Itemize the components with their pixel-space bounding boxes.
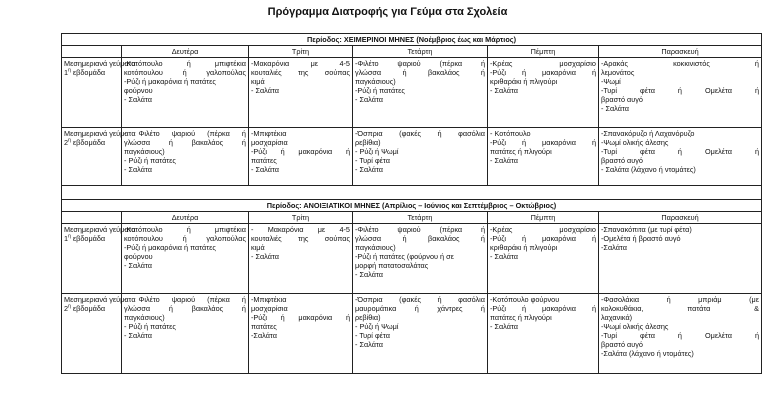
- meal-cell: [122, 224, 249, 294]
- meal-line: μορφή πατατοσαλάτας: [355, 261, 429, 270]
- meal-cell: [599, 224, 762, 294]
- meal-line: -Σαλάτα: [601, 243, 627, 252]
- week-word: εβδομάδα: [72, 234, 106, 243]
- meal-line: βραστό αυγό: [601, 156, 643, 165]
- meal-line: - Σαλάτα: [490, 322, 518, 331]
- meal-line: κουταλιές της σούπας: [251, 68, 350, 77]
- week-label-cell: [62, 128, 136, 186]
- meal-line: - Ρύζι ή πατάτες: [124, 156, 176, 165]
- meal-line: βραστό αυγό: [601, 95, 643, 104]
- meal-line: -Ψωμί: [601, 77, 621, 86]
- meal-line: μοσχαρίσια: [251, 304, 288, 313]
- meal-line: -Κοτόπουλο φούρνου: [490, 295, 560, 304]
- meal-line: γλώσσα ή βακαλάος ή: [355, 234, 485, 243]
- meal-line: λεμονάτος: [601, 68, 635, 77]
- meal-line: -Αρακάς κοκκινιστός ή: [601, 59, 759, 68]
- meal-cell: [249, 294, 353, 374]
- week-word: εβδομάδα: [72, 304, 106, 313]
- meal-line: πατάτες: [251, 156, 277, 165]
- week-label-cell: [62, 294, 136, 374]
- meal-cell: [488, 224, 599, 294]
- meal-line: - Σαλάτα: [355, 270, 383, 279]
- period-heading: Περίοδος: ΑΝΟΙΞΙΑΤΙΚΟΙ ΜΗΝΕΣ (Απρίλιος – Ιούνιος και Σεπτέμβριος – Οκτώβριος): [62, 200, 762, 212]
- meal-line: - Σαλάτα: [124, 331, 152, 340]
- meal-line: - Τυρί φέτα: [355, 156, 390, 165]
- week-ordinal: η: [68, 233, 71, 240]
- meal-line: -Όσπρια (φακές ή φασόλια: [355, 295, 485, 304]
- week-label: [64, 68, 119, 77]
- week-label: [64, 304, 119, 313]
- day-header: Τρίτη: [249, 46, 353, 58]
- meal-line: - Σαλάτα: [490, 156, 518, 165]
- meal-line: -Ψωμί ολικής άλεσης: [601, 322, 669, 331]
- week-label: [64, 138, 119, 147]
- week-number: 1: [64, 68, 69, 77]
- week-number: 2: [64, 304, 69, 313]
- week-number: 1: [64, 234, 69, 243]
- meal-line: -Σπανακόρυζο ή Λαχανόρυζο: [601, 129, 695, 138]
- week-row: [62, 224, 762, 294]
- meal-cell: [353, 224, 488, 294]
- period-heading: Περίοδος: ΧΕΙΜΕΡΙΝΟΙ ΜΗΝΕΣ (Νοέμβριος έως και Μάρτιος): [62, 34, 762, 46]
- meal-cell: [122, 294, 249, 374]
- week-label: [64, 234, 119, 243]
- meal-line: -Μπιφτέκια: [251, 129, 287, 138]
- day-header: Παρασκευή: [599, 212, 762, 224]
- meal-line: -Ψωμί ολικής άλεσης: [601, 138, 669, 147]
- meal-line: -Φιλέτο ψαριού (πέρκα ή: [355, 59, 485, 68]
- meal-line: κριθαράκι ή πλιγούρι: [490, 77, 558, 86]
- meal-line: κουταλιές της σούπας: [251, 234, 350, 243]
- meal-line: -Φιλέτο ψαριού (πέρκα ή: [355, 225, 485, 234]
- meal-cell: [488, 294, 599, 374]
- week-row: [62, 294, 762, 374]
- week-label-cell: [62, 224, 136, 294]
- meal-line: - Σαλάτα: [490, 252, 518, 261]
- week-word: εβδομάδα: [72, 68, 106, 77]
- meal-line: -Σαλάτα: [251, 331, 277, 340]
- day-header-row: [62, 212, 762, 224]
- meals-label: Μεσημεριανά γεύματα: [64, 129, 136, 138]
- meal-line: κολοκυθάκια, πατάτα &: [601, 304, 759, 313]
- meal-line: -Ρύζι ή μακαρόνια ή πατάτες: [124, 243, 216, 252]
- week-word: εβδομάδα: [72, 138, 106, 147]
- meal-line: -Ρύζι ή μακαρόνια ή: [251, 313, 350, 322]
- meal-line: - Σαλάτα: [124, 165, 152, 174]
- corner-cell: [62, 46, 122, 58]
- week-ordinal: η: [68, 137, 71, 144]
- meal-line: -Σαλάτα (λάχανο ή ντομάτες): [601, 349, 694, 358]
- period-heading-row: [62, 34, 762, 46]
- corner-cell: [62, 212, 122, 224]
- meal-line: - Ρύζι ή Ψωμί: [355, 147, 399, 156]
- day-header: Παρασκευή: [599, 46, 762, 58]
- meal-line: -Κρέας μοσχαρίσιο: [490, 225, 596, 234]
- meal-line: - Σαλάτα: [355, 95, 383, 104]
- meal-cell: [353, 128, 488, 186]
- meal-line: πατάτες ή πλιγούρι: [490, 313, 552, 322]
- meal-line: παγκάσιους): [355, 77, 396, 86]
- separator-cell: [62, 186, 762, 200]
- meal-line: φούρνου: [124, 252, 153, 261]
- meal-line: λαχανικά): [601, 313, 633, 322]
- meal-schedule-table: [61, 33, 762, 374]
- meal-line: γλώσσα ή βακαλάος ή: [124, 304, 246, 313]
- meal-line: - Τυρί φέτα: [355, 331, 390, 340]
- meal-line: - Σαλάτα: [251, 86, 279, 95]
- meal-line: μοσχαρίσια: [251, 138, 288, 147]
- week-label-cell: [62, 58, 136, 128]
- meal-line: -Σπανακόπιτα (με τυρί φέτα): [601, 225, 692, 234]
- meal-line: παγκάσιους): [355, 243, 396, 252]
- meal-line: φούρνου: [124, 86, 153, 95]
- week-row: [62, 128, 762, 186]
- meal-line: κιμά: [251, 77, 265, 86]
- day-header: Δευτέρα: [122, 46, 249, 58]
- meal-line: κοτόπουλου ή γαλοπούλας: [124, 68, 246, 77]
- day-header: Τετάρτη: [353, 46, 488, 58]
- meal-line: παγκάσιους): [124, 313, 165, 322]
- meal-cell: [249, 128, 353, 186]
- meal-line: -Ρύζι ή μακαρόνια ή: [490, 234, 596, 243]
- meal-line: -Μπιφτέκια: [251, 295, 287, 304]
- day-header: Πέμπτη: [488, 46, 599, 58]
- meal-line: -Φασολάκια ή μπριάμ (με: [601, 295, 759, 304]
- meal-line: -Ρύζι ή μακαρόνια ή: [490, 138, 596, 147]
- meal-line: - Σαλάτα: [251, 165, 279, 174]
- day-header: Δευτέρα: [122, 212, 249, 224]
- meal-cell: [249, 58, 353, 128]
- meal-line: - Ρύζι ή Ψωμί: [355, 322, 399, 331]
- meal-line: -Ρύζι ή μακαρόνια ή: [251, 147, 350, 156]
- meal-line: - Μακαρόνια με 4-5: [251, 225, 350, 234]
- meal-line: - Κοτόπουλο: [490, 129, 531, 138]
- meal-line: -Όσπρια (φακές ή φασόλια: [355, 129, 485, 138]
- week-row: [62, 58, 762, 128]
- meal-cell: [599, 128, 762, 186]
- meal-line: -Ρύζι ή μακαρόνια ή πατάτες: [124, 77, 216, 86]
- meal-line: -Μακαρόνια με 4-5: [251, 59, 350, 68]
- meal-line: κριθαράκι ή πλιγούρι: [490, 243, 558, 252]
- meal-cell: [249, 224, 353, 294]
- meal-line: -Ρύζι ή πατάτες: [355, 86, 405, 95]
- day-header: Πέμπτη: [488, 212, 599, 224]
- meal-line: - Σαλάτα: [251, 252, 279, 261]
- meals-label: Μεσημεριανά γεύματα: [64, 295, 136, 304]
- day-header-row: [62, 46, 762, 58]
- meal-line: -Κρέας μοσχαρίσιο: [490, 59, 596, 68]
- meal-line: - Ρύζι ή πατάτες: [124, 322, 176, 331]
- meal-line: κιμά: [251, 243, 265, 252]
- document-title: Πρόγραμμα Διατροφής για Γεύμα στα Σχολεία: [267, 6, 508, 18]
- meal-line: - Σαλάτα: [355, 340, 383, 349]
- meal-line: γλώσσα ή βακαλάος ή: [355, 68, 485, 77]
- meal-line: βραστό αυγό: [601, 340, 643, 349]
- meal-cell: [488, 58, 599, 128]
- meal-line: - Σαλάτα: [124, 261, 152, 270]
- meal-cell: [353, 294, 488, 374]
- meal-line: -Τυρί φέτα ή Ομελέτα ή: [601, 86, 759, 95]
- meal-line: - Σαλάτα: [124, 95, 152, 104]
- meal-line: παγκάσιους): [124, 147, 165, 156]
- meal-line: -Ρύζι ή μακαρόνια ή: [490, 68, 596, 77]
- meal-line: -Τυρί φέτα ή Ομελέτα ή: [601, 147, 759, 156]
- meal-line: -Κοτόπουλο ή μπιφτέκια: [124, 59, 246, 68]
- meal-line: - Σαλάτα: [490, 86, 518, 95]
- meal-cell: [488, 128, 599, 186]
- meal-line: ρεβίθια): [355, 313, 381, 322]
- meal-line: -Κοτόπουλο ή μπιφτέκια: [124, 225, 246, 234]
- meal-line: πατάτες: [251, 322, 277, 331]
- meal-line: γλώσσα ή βακαλάος ή: [124, 138, 246, 147]
- day-header: Τετάρτη: [353, 212, 488, 224]
- day-header: Τρίτη: [249, 212, 353, 224]
- meal-line: -Ρύζι ή πατάτες (φούρνου ή σε: [355, 252, 454, 261]
- meal-line: - Σαλάτα: [355, 165, 383, 174]
- meal-cell: [599, 294, 762, 374]
- meal-cell: [122, 128, 249, 186]
- period-heading-row: [62, 200, 762, 212]
- meal-line: μαυρομάτικα ή χάντρες ή: [355, 304, 485, 313]
- period-separator-row: [62, 186, 762, 200]
- meal-line: πατάτες ή πλιγούρι: [490, 147, 552, 156]
- meal-line: κοτόπουλου ή γαλοπούλας: [124, 234, 246, 243]
- week-number: 2: [64, 138, 69, 147]
- meal-line: -Ρύζι ή μακαρόνια ή: [490, 304, 596, 313]
- meal-cell: [599, 58, 762, 128]
- meal-line: -Τυρί φέτα ή Ομελέτα ή: [601, 331, 759, 340]
- meal-line: - Σαλάτα: [601, 104, 629, 113]
- meal-cell: [353, 58, 488, 128]
- week-ordinal: η: [68, 303, 71, 310]
- week-ordinal: η: [68, 67, 71, 74]
- meal-line: -Ομελέτα ή βραστό αυγό: [601, 234, 681, 243]
- meal-cell: [122, 58, 249, 128]
- meal-line: - Σαλάτα (λάχανο ή ντομάτες): [601, 165, 696, 174]
- meals-label: Μεσημεριανά γεύματα: [64, 225, 136, 234]
- meals-label: Μεσημεριανά γεύματα: [64, 59, 136, 68]
- meal-line: ρεβίθια): [355, 138, 381, 147]
- meal-line: - Φιλέτο ψαριού (πέρκα ή: [124, 295, 246, 304]
- meal-line: - Φιλέτο ψαριού (πέρκα ή: [124, 129, 246, 138]
